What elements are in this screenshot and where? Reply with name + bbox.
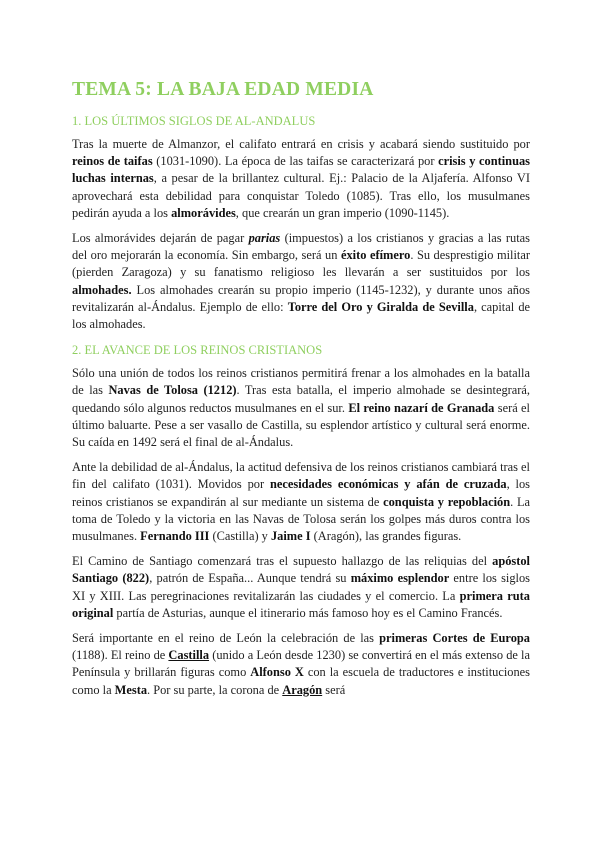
bold-term: almorávides (171, 205, 236, 220)
bold-term: Mesta (114, 682, 148, 697)
document-body (72, 112, 530, 699)
section-heading: 1. LOS ÚLTIMOS SIGLOS DE AL-ANDALUS (72, 114, 316, 128)
bold-term: Navas de Tolosa (1212) (108, 383, 237, 398)
section-heading: 2. EL AVANCE DE LOS REINOS CRISTIANOS (72, 343, 323, 358)
bold-term: Castilla (168, 648, 210, 663)
bold-term: máximo esplendor (350, 571, 450, 586)
bold-term: reinos de taifas (72, 154, 153, 169)
paragraph: Los almorávides dejarán de pagar parias (impuestos) a los cristianos y gracias a las rutas del oro mejorarán la economía. Sin embargo, será un éxito efímero. Su desprestigio militar (pierden Zaragoza) y su fanatismo religioso les llevarán a ser sustituidos por los almohades. Los almohades crearán su propio imperio (1145-1232), y durante unos años revitalizarán al-Ándalus. Ejemplo de ello: Torre del Oro y Giralda de Sevilla, capital de los almohades. (72, 231, 531, 332)
document-page (72, 78, 530, 707)
bold-term: primera ruta original (72, 588, 530, 620)
bold-term: apóstol Santiago (822) (72, 554, 530, 586)
bold-term: Torre del Oro y Giralda de Sevilla (287, 299, 474, 314)
bold-term: crisis y continuas luchas internas (72, 154, 530, 186)
bold-term: Jaime I (270, 529, 311, 544)
paragraph: El Camino de Santiago comenzará tras el supuesto hallazgo de las reliquias del apóstol Santiago (822), patrón de España... Aunque tendrá su máximo esplendor entre los siglos XI y XIII. Las peregrinaciones revitalizarán las ciudades y el comercio. La primera ruta original partía de Asturias, aunque el itinerario más famoso hoy es el Camino Francés. (72, 554, 530, 620)
bold-term: conquista y repoblación (383, 494, 511, 509)
bold-term: primeras Cortes de Europa (379, 631, 530, 646)
paragraph: Ante la debilidad de al-Ándalus, la actitud defensiva de los reinos cristianos cambiará tras el fin del califato (1031). Movidos por necesidades económicas y afán de cruzada, los reinos cristianos se expandirán al sur mediante un sistema de conquista y repoblación. La toma de Toledo y la victoria en las Navas de Tolosa serán los golpes más duros contra los musulmanes. Fernando III (Castilla) y Jaime I (Aragón), las grandes figuras. (72, 460, 531, 544)
page-title: TEMA 5: LA BAJA EDAD MEDIA (72, 79, 374, 100)
paragraph: Será importante en el reino de León la celebración de las primeras Cortes de Europa (1188). El reino de Castilla (unido a León desde 1230) se convertirá en el más extenso de la Península y brillarán figuras como Alfonso X con la escuela de traductores e instituciones como la Mesta. Por su parte, la corona de Aragón será (72, 631, 531, 697)
paragraph: Sólo una unión de todos los reinos cristianos permitirá frenar a los almohades en la batalla de las Navas de Tolosa (1212). Tras esta batalla, el imperio almohade se desintegrará, quedando sólo algunos reductos musulmanes en el sur. El reino nazarí de Granada será el último baluarte. Pese a ser vasallo de Castilla, su esplendor artístico y cultural será enorme. Su caída en 1492 será el final de al-Ándalus. (72, 366, 530, 450)
bold-term: Alfonso X (250, 665, 304, 680)
bold-term: Fernando III (140, 529, 210, 544)
bold-term: parias (248, 231, 281, 246)
bold-term: almohades. (72, 282, 132, 297)
paragraph: Tras la muerte de Almanzor, el califato entrará en crisis y acabará siendo sustituido por reinos de taifas (1031-1090). La época de las taifas se caracterizará por crisis y continuas luchas internas, a pesar de la brillantez cultural. Ej.: Palacio de la Aljafería. Alfonso VI aprovechará esta debilidad para conquistar Toledo (1085). Tras ello, los musulmanes pedirán ayuda a los almorávides, que crearán un gran imperio (1090-1145). (72, 137, 530, 220)
bold-term: Aragón (282, 682, 323, 697)
bold-term: necesidades económicas y afán de cruzada (270, 477, 507, 492)
bold-term: El reino nazarí de Granada (348, 400, 495, 415)
bold-term: éxito efímero (340, 248, 411, 263)
